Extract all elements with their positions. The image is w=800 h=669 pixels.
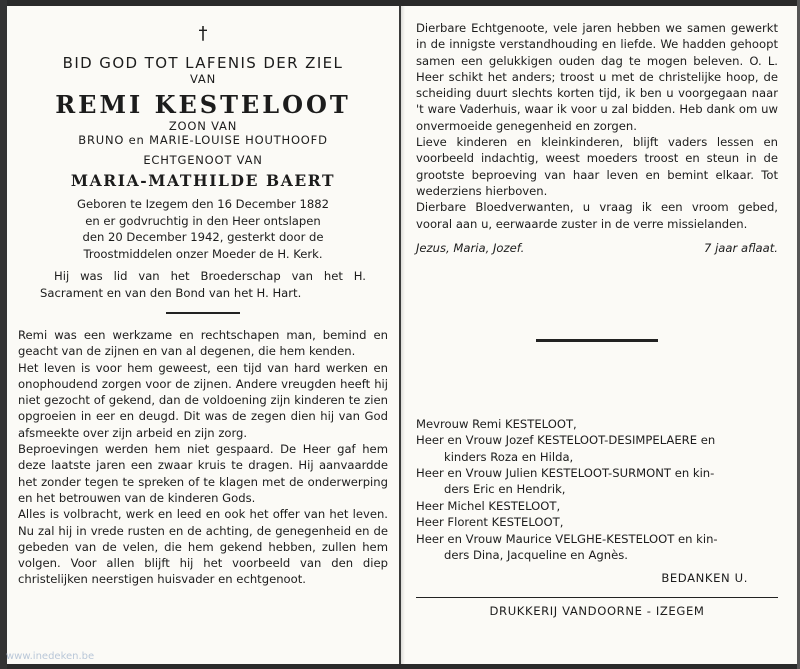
thanks-text: BEDANKEN U. <box>661 570 748 585</box>
card-border-bottom <box>0 664 800 669</box>
birth-line: den 20 December 1942, gesterkt door de <box>82 230 324 244</box>
bio-paragraph: Beproevingen werden hem niet gespaard. De Heer gaf hem deze laatste jaren een zwaar kruis te dragen. Hij aanvaardde het zonder tegen te spreken of te klagen met de onderwerping en het betrouwen van de kinderen Gods. <box>18 442 388 505</box>
farewell-text <box>416 20 778 232</box>
farewell-paragraph: Dierbare Echtgenoote, vele jaren hebben we samen gewerkt in de innigste verstandhouding en liefde. We hadden gehoopt samen een gelukkigen ouden dag te mogen beleven. O. L. Heer schikt het anders; troost u met de christelijke hoop, de scheiding duurt slechts korten tijd, ik ben u voorgegaan naar 't ware Vaderhuis, waar ik voor u zal bidden. Heb dank om uw onvermoeide genegenheid en zorgen. <box>416 21 778 133</box>
site-watermark: www.inedeken.be <box>6 651 95 662</box>
printer-credit: DRUKKERIJ VANDOORNE - IZEGEM <box>489 603 705 618</box>
parents-names: BRUNO en MARIE-LOUISE HOUTHOOFD <box>78 133 328 147</box>
birth-line: en er godvruchtig in den Heer ontslapen <box>85 213 321 228</box>
deceased-name: REMI KESTELOOT <box>55 90 351 119</box>
bio-paragraph: Het leven is voor hem geweest, een tijd van hard werken en onophoudend zorgen voor de zijnen. Andere vreugden heeft hij niet gezocht of gekend, dan de voldoening zijn kinderen te zien opgroeien in eer en deugd. Dit was de zegen dien hij van God afsmeekte over zijn arbeid en zijn zorg. <box>18 360 388 440</box>
birth-line: Troostmiddelen onzer Moeder de H. Kerk. <box>83 246 323 261</box>
prayer-heading: BID GOD TOT LAFENIS DER ZIEL <box>62 54 344 72</box>
section-divider <box>536 339 658 342</box>
biography <box>18 327 388 588</box>
son-of-label: ZOON VAN <box>168 119 238 133</box>
bio-paragraph: Remi was een werkzame en rechtschapen man, bemind en geacht van de zijnen en van al degenen, die hem kenden. <box>18 328 388 359</box>
membership-text: Hij was lid van het Broederschap van het H. Sacrament en van den Bond van het H. Hart. <box>40 269 366 300</box>
spouse-name: MARIA-MATHILDE BAERT <box>70 171 336 190</box>
card-border-left <box>0 0 7 669</box>
spouse-of-label: ECHTGENOOT VAN <box>143 153 263 167</box>
left-panel <box>18 20 388 588</box>
family-line: Heer en Vrouw Jozef KESTELOOT-DESIMPELAERE en <box>416 433 716 448</box>
family-line: Heer en Vrouw Maurice VELGHE-KESTELOOT en kin- <box>416 531 718 546</box>
section-divider <box>166 312 240 314</box>
farewell-paragraph: Lieve kinderen en kleinkinderen, blijft vaders lessen en voorbeeld indachtig, weest moeders troost en steun in de grootste beproeving van haar leven en bemint elkaar. Tot wederziens hierboven. <box>416 135 778 198</box>
family-line-continuation: ders Dina, Jacqueline en Agnès. <box>444 548 628 563</box>
indulgence: 7 jaar aflaat. <box>704 240 778 255</box>
bio-paragraph: Alles is volbracht, werk en leed en ook het offer van het leven. Nu zal hij in vrede rusten en de achting, de genegenheid en de gebeden van de velen, die hem gekend hebben, zullen hem volgen. Voor allen blijft hij het voorbeeld van den diep christelijken neerstigen huisvader en echtgenoot. <box>18 507 388 587</box>
family-line: Mevrouw Remi KESTELOOT, <box>416 416 577 431</box>
family-line: Heer Florent KESTELOOT, <box>416 515 564 530</box>
farewell-paragraph: Dierbare Bloedverwanten, u vraag ik een vroom gebed, vooral aan u, eerwaarde zuster in de verre missielanden. <box>416 200 778 231</box>
van-label: VAN <box>189 72 216 86</box>
invocation: Jezus, Maria, Jozef. <box>416 240 525 255</box>
right-panel <box>416 20 778 618</box>
cross-icon: † <box>198 23 208 44</box>
birth-death-text <box>18 196 388 262</box>
closing-line <box>416 241 778 255</box>
center-fold-shadow <box>401 6 405 664</box>
birth-line: Geboren te Izegem den 16 December 1882 <box>77 197 329 211</box>
family-line-continuation: kinders Roza en Hilda, <box>444 449 574 464</box>
family-list <box>416 416 778 564</box>
family-line-continuation: ders Eric en Hendrik, <box>444 482 566 497</box>
family-line: Heer en Vrouw Julien KESTELOOT-SURMONT en kin- <box>416 466 715 481</box>
printer-divider <box>416 597 778 598</box>
family-line: Heer Michel KESTELOOT, <box>416 498 561 513</box>
